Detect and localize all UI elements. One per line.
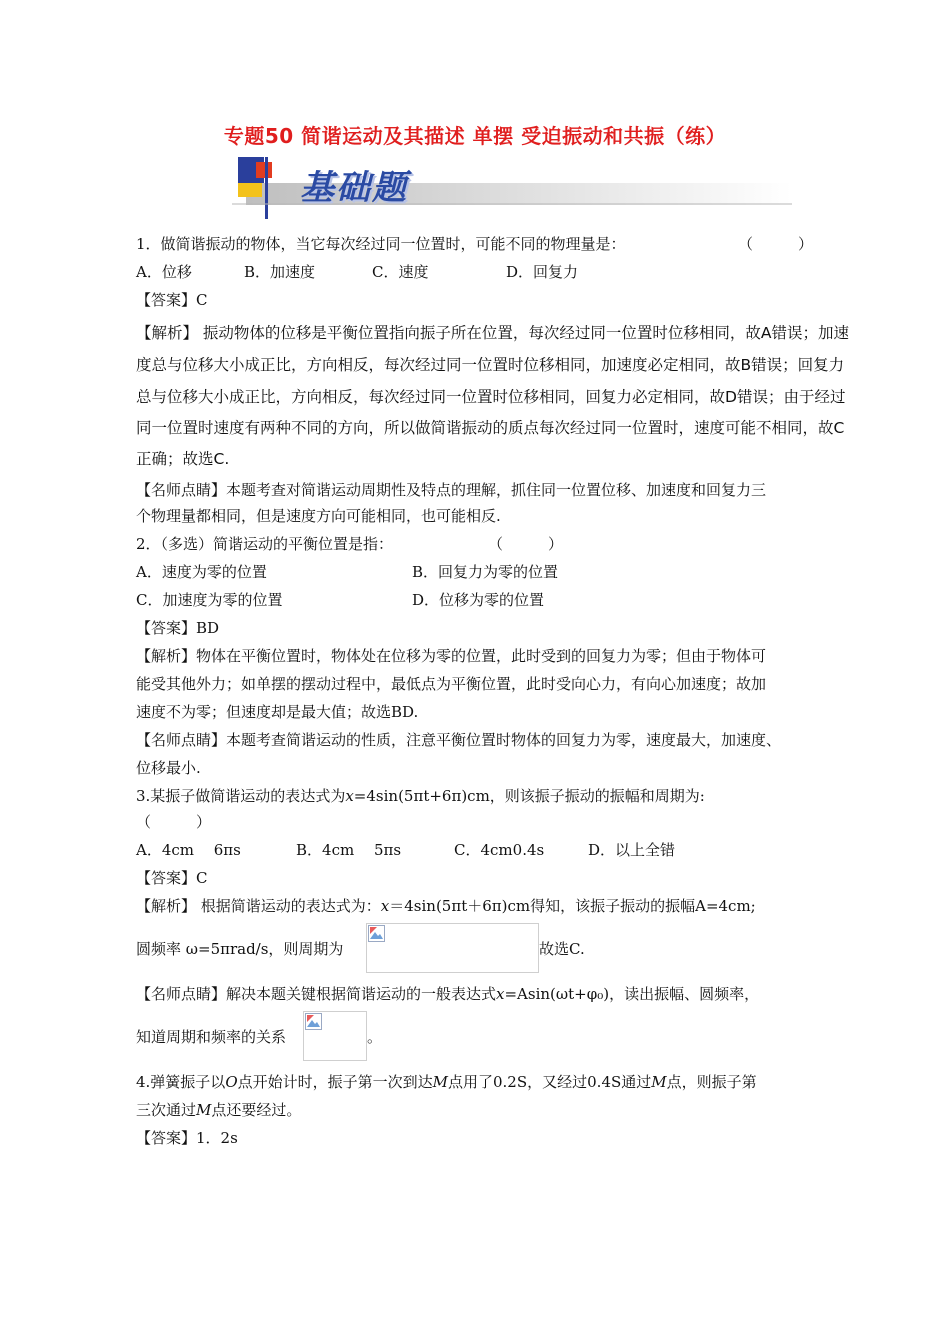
q4-text: 点还要经过。 <box>211 1101 302 1119</box>
q4-text: 三次通过 <box>136 1101 197 1119</box>
q3-comment-post: =Asin(ωt+φ₀)，读出振幅、圆频率， <box>504 985 760 1003</box>
q3-comment-var: x <box>496 985 505 1003</box>
q3-option-b: B．4cm 5πs <box>296 841 402 859</box>
q2-analysis-line: 速度不为零；但速度却是最大值；故选BD. <box>136 703 419 721</box>
q3-paren: （ ） <box>136 813 212 831</box>
q3-analysis-period-post: 故选C. <box>539 940 585 958</box>
page-title: 专题50 简谐运动及其描述 单摆 受迫振动和共振（练） <box>223 124 727 148</box>
q2-analysis-line: 【解析】物体在平衡位置时，物体处在位移为零的位置，此时受到的回复力为零；但由于物体可 <box>136 647 767 665</box>
q3-comment-pre: 【名师点睛】解决本题关键根据简谐运动的一般表达式 <box>136 985 497 1003</box>
q2-option-d: D．位移为零的位置 <box>412 591 545 609</box>
q3-stem-mid: =4sin(5πt+6π)cm <box>353 787 490 805</box>
q3-analysis-line <box>136 896 756 916</box>
q3-option-c: C．4cm0.4s <box>454 841 545 859</box>
q3-analysis-var: x <box>380 897 390 915</box>
q1-stem: 1．做简谐振动的物体，当它每次经过同一位置时，可能不同的物理量是： <box>136 235 626 253</box>
q1-option-a: A．位移 <box>136 263 192 281</box>
q4-point-m: M <box>432 1073 448 1091</box>
q3-analysis-post: ＝4sin(5πt＋6π)cm得知，该振子振动的振幅A=4cm; <box>389 897 756 915</box>
q3-stem-pre: 3.某振子做简谐运动的表达式为 <box>136 787 346 805</box>
q1-option-b: B．加速度 <box>244 263 316 281</box>
q3-comment-relation-pre: 知道周期和频率的关系 <box>136 1028 287 1046</box>
q4-text: 点，则振子第 <box>666 1073 757 1091</box>
q2-option-c: C．加速度为零的位置 <box>136 591 283 609</box>
q4-point-m: M <box>196 1101 212 1119</box>
q2-paren: （ ） <box>488 535 564 553</box>
q1-answer: 【答案】C <box>136 291 208 309</box>
q3-comment-line <box>136 984 759 1004</box>
q1-analysis-line: 总与位移大小成正比，方向相反，每次经过同一位置时位移相同，回复力必定相同，故D错误；由于经过 <box>136 388 846 406</box>
q4-text: 点开始计时，振子第一次到达 <box>237 1073 433 1091</box>
q1-analysis-line: 正确；故选C. <box>136 450 230 468</box>
q1-comment-line: 个物理量都相同，但是速度方向可能相同，也可能相反. <box>136 507 501 525</box>
q4-text: 点用了0.2S，又经过0.4S通过 <box>448 1073 652 1091</box>
q1-comment-line: 【名师点睛】本题考查对简谐运动周期性及特点的理解，抓住同一位置位移、加速度和回复力三 <box>136 481 767 499</box>
q3-option-a: A．4cm 6πs <box>136 841 241 859</box>
broken-image-icon <box>368 925 386 943</box>
q1-analysis-line: 【解析】 振动物体的位移是平衡位置指向振子所在位置，每次经过同一位置时位移相同，故A错误；加速 <box>136 324 850 342</box>
q4-stem-line <box>136 1072 757 1092</box>
banner-label: 基础题 <box>300 168 408 208</box>
q4-answer: 【答案】1．2s <box>136 1129 238 1147</box>
q1-option-c: C．速度 <box>372 263 429 281</box>
q4-text: 4.弹簧振子以 <box>136 1073 226 1091</box>
q1-analysis-line: 度总与位移大小成正比，方向相反，每次经过同一位置时位移相同，加速度必定相同，故B错误；回复力 <box>136 356 845 374</box>
q3-stem <box>136 786 705 806</box>
q2-answer: 【答案】BD <box>136 619 220 637</box>
formula-image-placeholder <box>366 923 539 973</box>
q1-paren: （ ） <box>738 235 814 253</box>
q3-comment-relation-post: 。 <box>367 1028 383 1046</box>
q3-option-d: D．以上全错 <box>588 841 676 859</box>
q4-point-o: O <box>225 1073 238 1091</box>
q4-stem-line <box>136 1100 301 1120</box>
q3-analysis-period-pre: 圆频率 ω=5πrad/s，则周期为 <box>136 940 344 958</box>
q2-analysis-line: 能受其他外力；如单摆的摆动过程中，最低点为平衡位置，此时受向心力，有向心加速度；故加 <box>136 675 767 693</box>
q2-option-b: B．回复力为零的位置 <box>412 563 559 581</box>
q2-stem: 2．（多选）简谐运动的平衡位置是指： <box>136 535 394 553</box>
q3-stem-var: x <box>345 787 354 805</box>
q2-comment-line: 【名师点睛】本题考查简谐运动的性质，注意平衡位置时物体的回复力为零，速度最大，加速度、 <box>136 731 782 749</box>
q3-answer: 【答案】C <box>136 869 208 887</box>
q2-option-a: A．速度为零的位置 <box>136 563 267 581</box>
q2-comment-line: 位移最小. <box>136 759 201 777</box>
q4-point-m: M <box>651 1073 667 1091</box>
broken-image-icon <box>305 1013 323 1031</box>
q1-option-d: D．回复力 <box>506 263 579 281</box>
formula-image-placeholder <box>303 1011 367 1061</box>
q1-analysis-line: 同一位置时速度有两种不同的方向，所以做简谐振动的质点每次经过同一位置时，速度可能不相同，故C <box>136 419 845 437</box>
q3-stem-post: ，则该振子振动的振幅和周期为: <box>489 787 705 805</box>
q3-analysis-pre: 【解析】 根据简谐运动的表达式为： <box>136 897 381 915</box>
